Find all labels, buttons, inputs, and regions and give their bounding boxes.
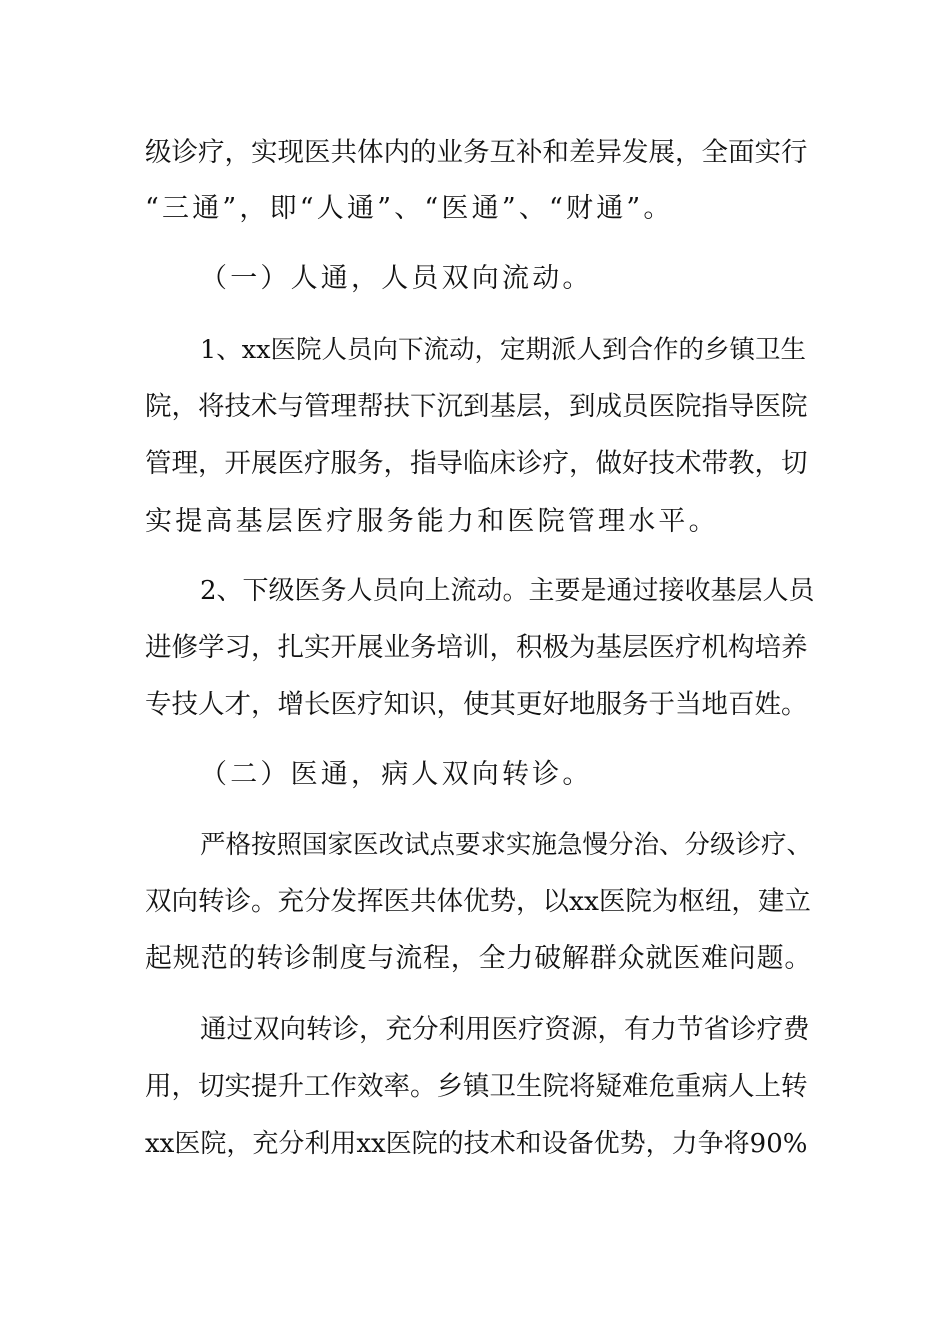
text-line: xx医院，充分利用xx医院的技术和设备优势，力争将90% [145, 1129, 808, 1159]
section-heading: （二）医通，病人双向转诊。 [200, 759, 593, 790]
text-line: 双向转诊。充分发挥医共体优势，以xx医院为枢纽，建立 [145, 886, 811, 917]
text-line: “三通”，即“人通”、“医通”、“财通”。 [145, 193, 674, 224]
section-heading: （一）人通，人员双向流动。 [200, 263, 593, 294]
text-line: 专技人才，增长医疗知识，使其更好地服务于当地百姓。 [145, 689, 808, 720]
text-line: 级诊疗，实现医共体内的业务互补和差异发展，全面实行 [145, 137, 808, 168]
text-line: 进修学习，扎实开展业务培训，积极为基层医疗机构培养 [145, 632, 808, 663]
text-line: 实提高基层医疗服务能力和医院管理水平。 [145, 506, 719, 537]
text-line: 2、下级医务人员向上流动。主要是通过接收基层人员 [200, 576, 815, 606]
text-line: 起规范的转诊制度与流程，全力破解群众就医难问题。 [145, 943, 813, 974]
text-line: 用，切实提升工作效率。乡镇卫生院将疑难危重病人上转 [145, 1071, 808, 1102]
text-line: 院，将技术与管理帮扶下沉到基层，到成员医院指导医院 [145, 391, 808, 422]
text-line: 管理，开展医疗服务，指导临床诊疗，做好技术带教，切 [145, 448, 808, 479]
text-line: 严格按照国家医改试点要求实施急慢分治、分级诊疗、 [200, 830, 813, 860]
text-line: 通过双向转诊，充分利用医疗资源，有力节省诊疗费 [200, 1014, 810, 1045]
text-line: 1、xx医院人员向下流动，定期派人到合作的乡镇卫生 [200, 335, 806, 365]
